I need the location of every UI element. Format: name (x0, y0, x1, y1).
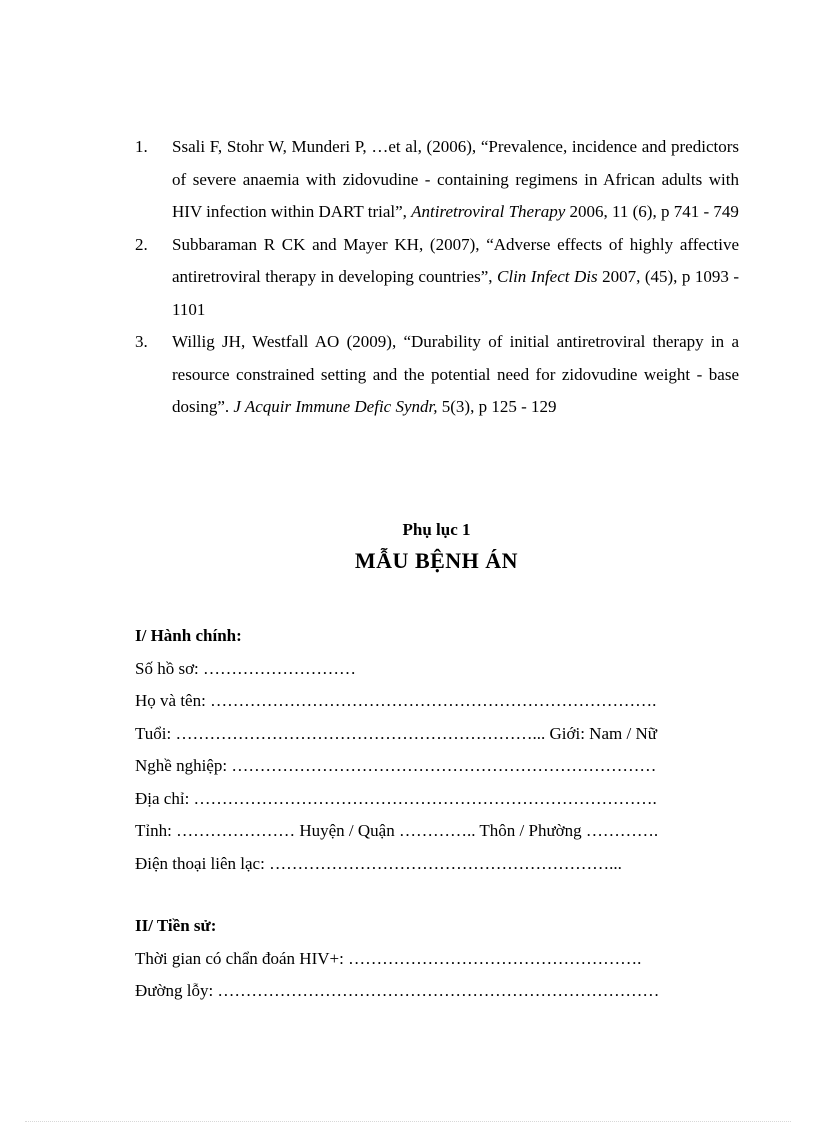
section-administrative (135, 620, 735, 880)
section-heading: I/ Hành chính: (135, 626, 242, 645)
section-heading: II/ Tiền sử: (135, 916, 217, 935)
section-history (135, 910, 735, 1008)
reference-journal: Clin Infect Dis (497, 267, 598, 286)
reference-number: 2. (135, 234, 148, 254)
reference-journal: J Acquir Immune Defic Syndr, (233, 397, 438, 416)
field-province-district-village: Tỉnh: ………………… Huyện / Quận ………….. Thôn / Phường …………. (135, 821, 659, 840)
field-occupation: Nghề nghiệp: ………………………………………………………………… (135, 756, 657, 775)
reference-item (135, 131, 739, 229)
field-phone: Điện thoại liên lạc: ……………………………………………………... (135, 853, 622, 873)
reference-body: Ssali F, Stohr W, Munderi P, …et al, (2006), “Prevalence, incidence and predictors of severe anaemia with zidovudine - containing regimens in African adults with HIV infection within DART trial”, (172, 137, 739, 221)
reference-number: 1. (135, 137, 148, 156)
page-bottom-divider (25, 1121, 791, 1122)
field-full-name: Họ và tên: ……………………………………………………………………. (135, 691, 657, 710)
field-transmission-route: Đường lỗy: …………………………………………………………………… (135, 981, 660, 1000)
appendix-label: Phụ lục 1 (402, 520, 471, 539)
reference-item (135, 326, 739, 424)
reference-text (172, 332, 739, 416)
reference-details: 2006, 11 (6), p 741 - 749 (565, 202, 739, 221)
reference-list (135, 131, 739, 424)
form-title: MẪU BỆNH ÁN (354, 548, 519, 573)
reference-journal: Antiretroviral Therapy (411, 202, 566, 221)
field-age-gender: Tuổi: ………………………………………………………... Giới: Nam / Nữ (135, 723, 657, 743)
field-hiv-diagnosis-time: Thời gian có chẩn đoán HIV+: ……………………………………………. (135, 948, 642, 968)
reference-details: 5(3), p 125 - 129 (437, 397, 557, 416)
reference-text (172, 137, 739, 221)
reference-body: Willig JH, Westfall AO (2009), “Durability of initial antiretroviral therapy in a resource constrained setting and the potential need for zidovudine weight - base dosing”. (172, 332, 739, 416)
field-record-number: Số hồ sơ: ……………………… (135, 658, 357, 678)
reference-body: Subbaraman R CK and Mayer KH, (2007), “Adverse effects of highly affective antiretroviral therapy in developing countries”, (172, 234, 739, 286)
reference-text (172, 235, 739, 319)
field-address: Địa chỉ: ………………………………………………………………………. (135, 788, 657, 808)
reference-item (135, 229, 739, 327)
reference-details: 2007, (45), p 1093 - 1101 (172, 267, 739, 319)
reference-number: 3. (135, 332, 148, 351)
